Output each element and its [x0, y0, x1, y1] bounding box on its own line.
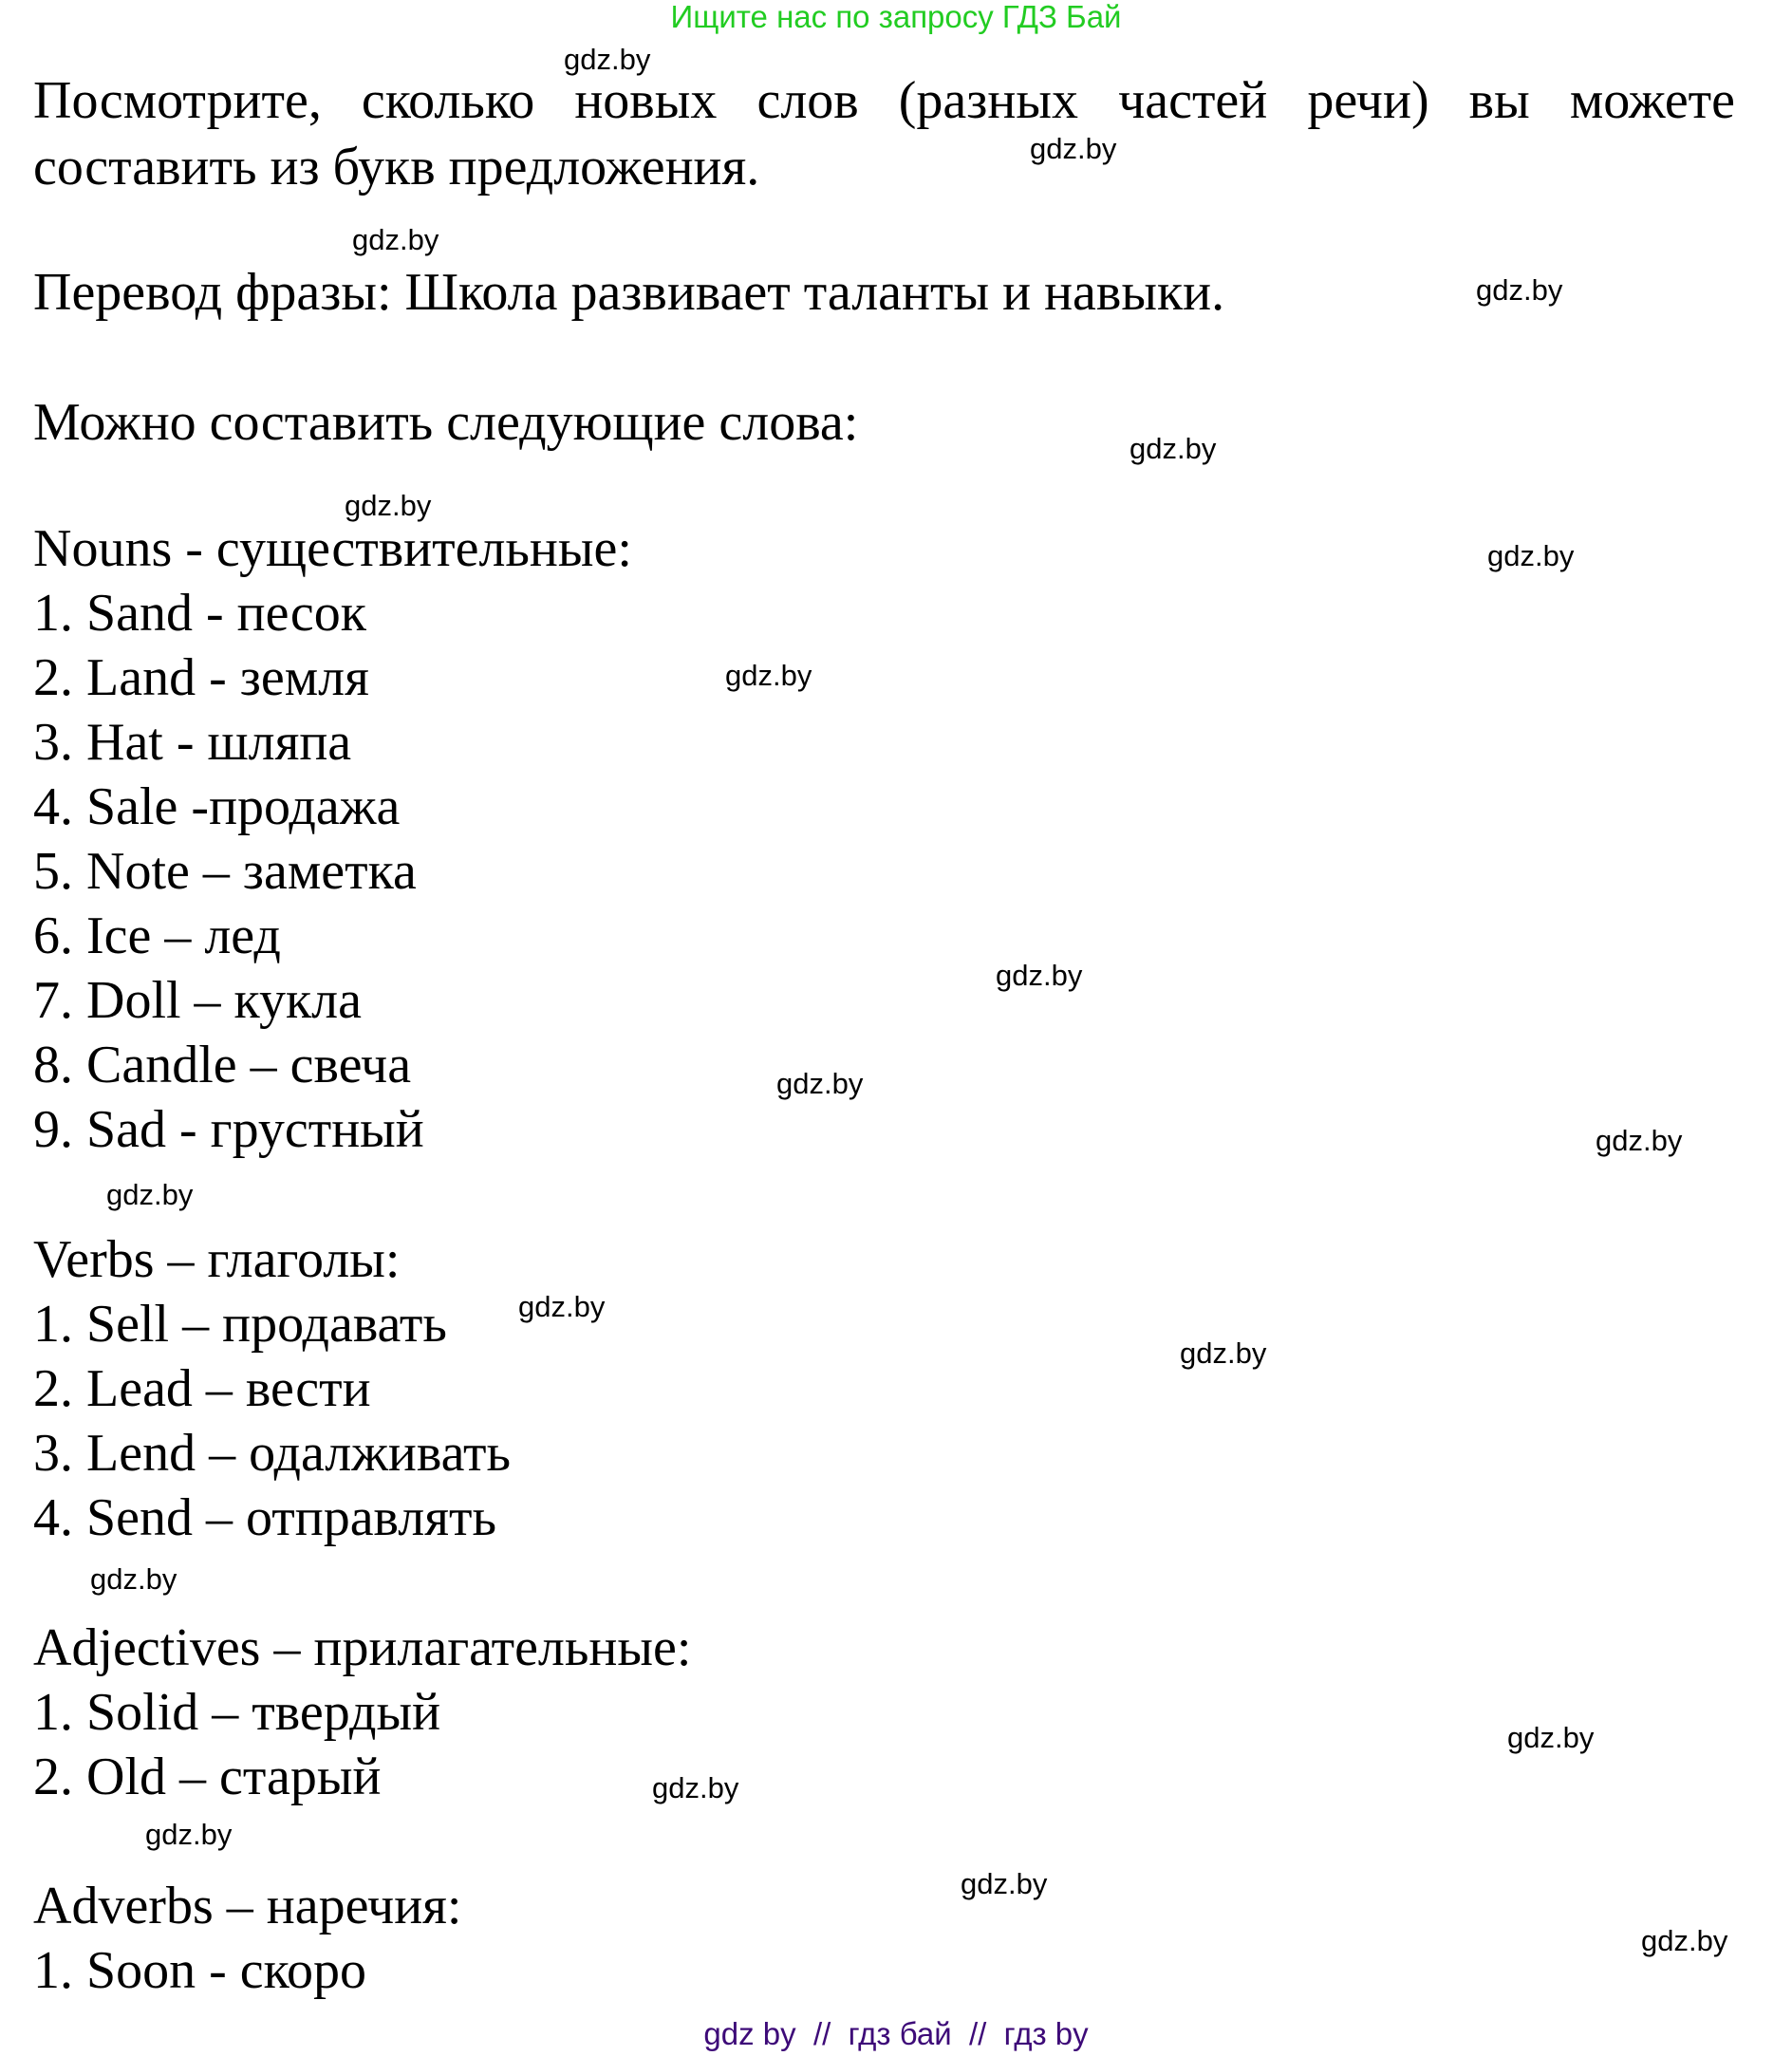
watermark: gdz.by — [1487, 539, 1575, 572]
adverbs-heading: Adverbs – наречия: — [33, 1877, 462, 1935]
watermark: gdz.by — [1507, 1721, 1595, 1754]
watermark: gdz.by — [106, 1178, 194, 1211]
noun-item: 5. Note – заметка — [33, 842, 417, 901]
search-banner: Ищите нас по запросу ГДЗ Бай — [670, 0, 1122, 34]
can-make-line: Можно составить следующие слова: — [33, 393, 859, 452]
verbs-section — [33, 1227, 511, 1550]
noun-item: 6. Ice – лед — [33, 907, 281, 965]
watermark: gdz.by — [345, 489, 432, 522]
noun-item: 1. Sand - песок — [33, 584, 366, 643]
adjectives-section — [33, 1616, 691, 1809]
noun-item: 4. Sale -продажа — [33, 777, 401, 836]
adverbs-section — [33, 1874, 461, 2003]
nouns-section — [33, 516, 632, 1162]
verb-item: 2. Lead – вести — [33, 1359, 371, 1418]
adverb-item: 1. Soon - скоро — [33, 1941, 367, 2000]
watermark: gdz.by — [518, 1290, 606, 1323]
adjective-item: 1. Solid – твердый — [33, 1683, 441, 1742]
watermark: gdz.by — [352, 223, 439, 256]
noun-item: 2. Land - земля — [33, 648, 369, 707]
verbs-heading: Verbs – глаголы: — [33, 1230, 401, 1289]
verb-item: 4. Send – отправлять — [33, 1488, 496, 1547]
adjectives-heading: Adjectives – прилагательные: — [33, 1618, 692, 1677]
footer-links: gdz by // гдз бай // гдз by — [703, 2016, 1089, 2051]
watermark: gdz.by — [725, 659, 812, 692]
watermark: gdz.by — [1180, 1336, 1267, 1370]
watermark: gdz.by — [90, 1562, 177, 1596]
watermark: gdz.by — [652, 1771, 739, 1804]
watermark: gdz.by — [961, 1867, 1048, 1900]
watermark: gdz.by — [996, 959, 1083, 992]
watermark: gdz.by — [776, 1067, 864, 1100]
watermark: gdz.by — [1476, 273, 1563, 307]
watermark: gdz.by — [1641, 1924, 1728, 1957]
noun-item: 9. Sad - грустный — [33, 1100, 424, 1159]
verb-item: 1. Sell – продавать — [33, 1295, 447, 1354]
noun-item: 8. Candle – свеча — [33, 1036, 412, 1094]
nouns-heading: Nouns - существительные: — [33, 519, 632, 578]
watermark: gdz.by — [145, 1818, 233, 1851]
watermark: gdz.by — [1129, 432, 1217, 465]
noun-item: 7. Doll – кукла — [33, 971, 362, 1030]
adjective-item: 2. Old – старый — [33, 1748, 382, 1806]
verb-item: 3. Lend – одалживать — [33, 1424, 512, 1483]
watermark: gdz.by — [564, 43, 651, 76]
noun-item: 3. Hat - шляпа — [33, 713, 352, 772]
watermark: gdz.by — [1030, 132, 1117, 165]
watermark: gdz.by — [1596, 1124, 1683, 1157]
translation-line: Перевод фразы: Школа развивает таланты и навыки. — [33, 263, 1225, 322]
intro-paragraph: Посмотрите, сколько новых слов (разных частей речи) вы можете составить из букв предложения. — [33, 71, 1735, 196]
